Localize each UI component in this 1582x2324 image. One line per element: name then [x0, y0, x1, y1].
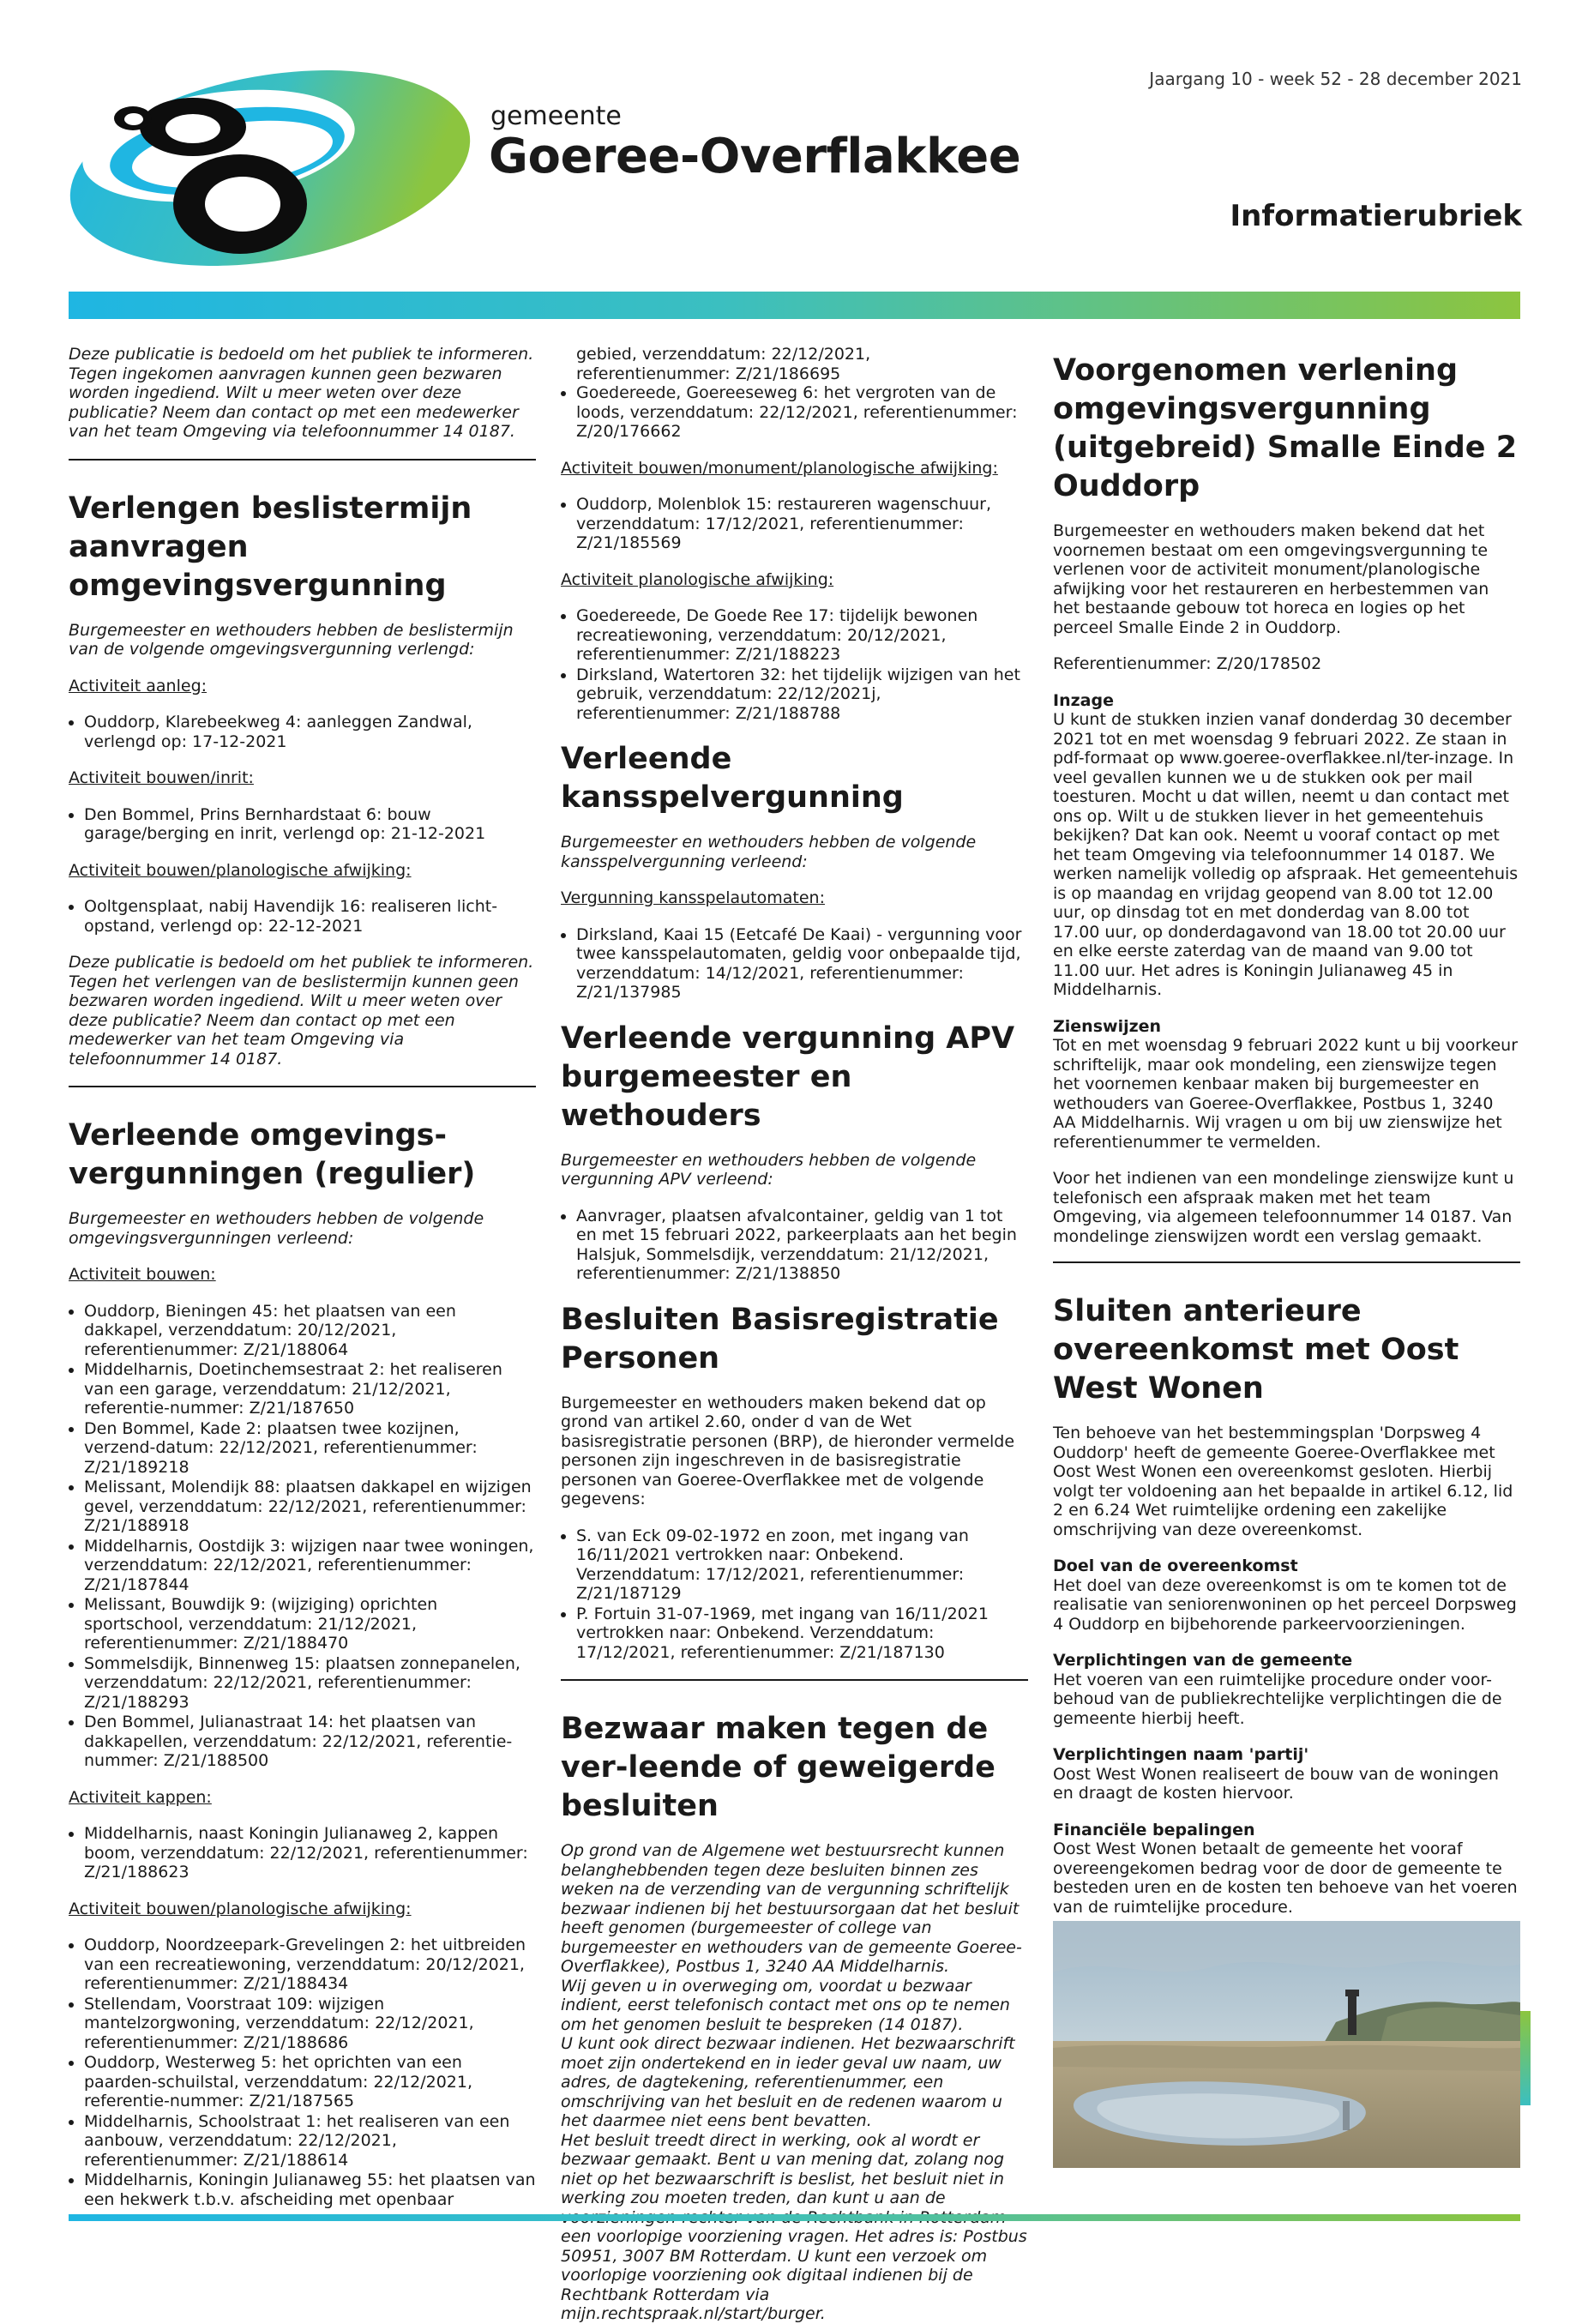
divider	[69, 459, 536, 461]
list-item: • Den Bommel, Prins Bernhardstaat 6: bouw garage/berging en inrit, verlengd op: 21-12-2021	[84, 805, 536, 844]
activity-list	[561, 345, 1028, 383]
activity-list	[69, 805, 536, 844]
list-item: • Goedereede, Goereeseweg 6: het vergroten van de loods, verzenddatum: 22/12/2021, referentienummer: Z/20/176662	[576, 383, 1028, 442]
side-accent-bar	[1520, 2011, 1531, 2105]
section-title: Bezwaar maken tegen de ver-leende of geweigerde besluiten	[561, 1712, 996, 1823]
body-text: Het besluit treedt direct in werking, ook al wordt er bezwaar gemaakt. Bent u van mening dat, zolang nog niet op het bezwaarschrift is beslist, het besluit niet in werking zou moeten treden, dan kunt u aan de een voorlopige voorziening vragen. Het adres is: Postbus 50951, 3007 BM Rotterdam. U kunt een verzoek om voorlopige voorziening ook digitaal indienen bij de Rechtbank Rotterdam via mijn.rechtspraak.nl/start/burger.	[561, 2130, 1027, 2323]
subheading: Doel van de overeenkomst	[1053, 1556, 1298, 1575]
section-outro: Deze publicatie is bedoeld om het publiek te informeren. Tegen het verlengen van de beslistermijn kunnen geen bezwaren worden ingediend. Wilt u meer weten over deze publicatie? Neem dan contact op met een medewerker van het team Omgeving via telefoonnummer 14 0187.	[69, 953, 534, 1069]
list-item: • Middelharnis, Oostdijk 3: wijzigen naar twee woningen, verzenddatum: 22/12/2021, referentienummer: Z/21/187844	[84, 1537, 536, 1595]
list-item: • Melissant, Bouwdijk 9: (wijziging) oprichten sportschool, verzenddatum: 21/12/2021, referentienummer: Z/21/188470	[84, 1595, 536, 1653]
activity-heading: Activiteit bouwen/planologische afwijking:	[69, 860, 412, 880]
section-title: Sluiten anterieure overeenkomst met Oost West Wonen	[1053, 1294, 1459, 1406]
body-text: Tot en met woensdag 9 februari 2022 kunt u bij voorkeur schriftelijk, maar ook mondeling, een zienswijze tegen het voornemen kenbaar maken bij burgemeester en wethouders van Goeree-Overflakkee, Postbus 1, 3240 AA Middelharnis. Wij vragen u om bij uw zienswijze het referentienummer te vermelden.	[1053, 1036, 1519, 1152]
subheading: Financiële bepalingen	[1053, 1820, 1255, 1839]
list-item: • Den Bommel, Kade 2: plaatsen twee kozijnen, verzend-datum: 22/12/2021, referentienummer: Z/21/189218	[84, 1419, 536, 1478]
body-text: Burgemeester en wethouders maken bekend dat het voornemen bestaat om een omgevingsvergunning te verlenen voor de activiteit monument/planologische afwijking voor het restaureren en herbestemmen van het bestaande gebouw tot horeca en logies op het perceel Smalle Einde 2 in Ouddorp.	[1053, 521, 1489, 637]
body-text: Oost West Wonen realiseert de bouw van de woningen en draagt de kosten hiervoor.	[1053, 1764, 1499, 1803]
activity-list	[69, 1824, 536, 1882]
section-title: Verleende omgevings-vergunningen (regulier)	[69, 1118, 476, 1191]
gemeente-logo	[64, 67, 476, 273]
section-intro: Burgemeester en wethouders hebben de volgende kansspelvergunning verleend:	[561, 833, 977, 871]
list-item: • P. Fortuin 31-07-1969, met ingang van 16/11/2021 vertrokken naar: Onbekend. Verzenddatum: 17/12/2021, referentienummer: Z/21/187130	[576, 1605, 1028, 1663]
section-intro: Burgemeester en wethouders maken bekend dat op grond van artikel 2.60, onder d van de Wet basisregistratie personen (BRP), de hieronder vermelde personen zijn ingeschreven in de basisregistratie personen van Goeree-Overflakkee met de volgende gegevens:	[561, 1393, 1015, 1508]
body-text: Het voeren van een ruimtelijke procedure onder voor-behoud van de publiekrechtelijke verplichtingen die de gemeente hierbij heeft.	[1053, 1670, 1502, 1728]
list-item: • Middelharnis, naast Koningin Julianaweg 2, kappen boom, verzenddatum: 22/12/2021, referentienummer: Z/21/188623	[84, 1824, 536, 1882]
intro-text: Deze publicatie is bedoeld om het publiek te informeren. Tegen ingekomen aanvragen kunnen geen bezwaren worden ingediend. Wilt u meer weten over deze publicatie? Neem dan contact op met een medewerker van het team Omgeving via telefoonnummer 14 0187.	[69, 345, 534, 441]
list-item: • Ouddorp, Klarebeekweg 4: aanleggen Zandwal, verlengd op: 17-12-2021	[84, 713, 536, 751]
activity-heading: Activiteit aanleg:	[69, 676, 208, 695]
subheading: Verplichtingen naam 'partij'	[1053, 1745, 1309, 1764]
subheading: Zienswijzen	[1053, 1016, 1162, 1036]
list-item: • Sommelsdijk, Binnenweg 15: plaatsen zonnepanelen, verzenddatum: 22/12/2021, referentienummer: Z/21/188293	[84, 1654, 536, 1713]
subheading: Verplichtingen van de gemeente	[1053, 1651, 1353, 1670]
column-2	[561, 345, 1028, 2324]
list-item: • Dirksland, Kaai 15 (Eetcafé De Kaai) - vergunning voor twee kansspelautomaten, geldig voor onbepaalde tijd, verzenddatum: 14/12/2021, referentienummer: Z/21/137985	[576, 925, 1028, 1002]
list-item: • S. van Eck 09-02-1972 en zoon, met ingang van 16/11/2021 vertrokken naar: Onbekend. Verzenddatum: 17/12/2021, referentienummer: Z/21/187129	[576, 1526, 1028, 1604]
brand-small: gemeente	[490, 101, 622, 131]
list-item: • Melissant, Molendijk 88: plaatsen dakkapel en wijzigen gevel, verzenddatum: 22/12/2021, referentienummer: Z/21/188918	[84, 1478, 536, 1536]
body-text: Voor het indienen van een mondelinge zienswijze kunt u telefonisch een afspraak maken met het team Omgeving, via algemeen telefoonnummer 14 0187. Van mondelinge zienswijzen wordt een verslag gemaakt.	[1053, 1169, 1514, 1246]
list-item: • Ouddorp, Bieningen 45: het plaatsen van een dakkapel, verzenddatum: 20/12/2021, referentienummer: Z/21/188064	[84, 1302, 536, 1360]
body-text: Wij geven u in overweging om, voordat u bezwaar indient, eerst telefonisch contact met ons op te nemen om het genomen besluit te bespreken (14 0187).	[561, 1976, 1010, 2034]
activity-heading: Activiteit bouwen/monument/planologische afwijking:	[561, 458, 998, 478]
activity-list	[561, 1526, 1028, 1663]
activity-list	[561, 495, 1028, 553]
activity-heading: Activiteit bouwen:	[69, 1265, 216, 1284]
activity-heading: Activiteit bouwen/planologische afwijking:	[69, 1899, 412, 1918]
list-item: • Ouddorp, Westerweg 5: het oprichten van een paarden-schuilstal, verzenddatum: 22/12/2021, referentie-nummer: Z/21/187565	[84, 2053, 536, 2111]
body-text: Op grond van de Algemene wet bestuursrecht kunnen belanghebbenden tegen deze besluiten binnen zes weken na de verzending van de vergunning schriftelijk bezwaar indienen bij het bestuursorgaan dat het besluit heeft genomen (burgemeester of college van burgemeester en wethouders van de gemeente Goeree-Overflakkee), Postbus 1, 3240 AA Middelharnis.	[561, 1841, 1022, 1976]
column-3	[1053, 345, 1520, 1934]
list-item: • Middelharnis, Doetinchemsestraat 2: het realiseren van een garage, verzenddatum: 21/12/2021, referentie-nummer: Z/21/187650	[84, 1360, 536, 1418]
divider	[561, 1679, 1028, 1681]
reference-number: Referentienummer: Z/20/178502	[1053, 654, 1322, 673]
section-title: Voorgenomen verlening omgevingsvergunning (uitgebreid) Smalle Einde 2 Ouddorp	[1053, 353, 1518, 503]
column-1	[69, 345, 536, 2226]
activity-list	[561, 606, 1028, 723]
list-item: • Middelharnis, Koningin Julianaweg 55: het plaatsen van een hekwerk t.b.v. afscheiding met openbaar	[84, 2170, 536, 2209]
list-item: • Ouddorp, Molenblok 15: restaureren wagenschuur, verzenddatum: 17/12/2021, referentienummer: Z/21/185569	[576, 495, 1028, 553]
body-text: Ten behoeve van het bestemmingsplan 'Dorpsweg 4 Ouddorp' heeft de gemeente Goeree-Overflakkee met Oost West Wonen een overeenkomst gesloten. Hierbij volgt ter voldoening aan het bepaalde in artikel 6.12, lid 2 en 6.24 Wet ruimtelijke ordening een zakelijke omschrijving van deze overeenkomst.	[1053, 1424, 1513, 1539]
section-title: Verleende kansspelvergunning	[561, 742, 904, 815]
section-title: Verlengen beslistermijn aanvragen omgevingsvergunning	[69, 491, 472, 603]
activity-heading: Vergunning kansspelautomaten:	[561, 888, 825, 907]
list-item: • Ooltgensplaat, nabij Havendijk 16: realiseren licht-opstand, verlengd op: 22-12-2021	[84, 897, 536, 936]
section-label: Informatierubriek	[1230, 199, 1522, 233]
activity-list	[69, 713, 536, 751]
bottom-gradient-bar	[69, 2214, 1520, 2221]
activity-list	[69, 897, 536, 936]
divider	[1053, 1261, 1520, 1263]
activity-list	[561, 925, 1028, 1002]
section-intro: Burgemeester en wethouders hebben de beslistermijn van de volgende omgevingsvergunning verlengd:	[69, 620, 514, 659]
activity-list	[561, 383, 1028, 442]
brand-title: Goeree-Overflakkee	[489, 129, 1021, 184]
body-text: U kunt ook direct bezwaar indienen. Het bezwaarschrift moet zijn ondertekend en in ieder geval uw naam, uw adres, de dagtekening, referentienummer, een omschrijving van het besluit en de redenen waarom u het daarmee niet eens bent bevatten.	[561, 2034, 1015, 2130]
beach-lighthouse-photo	[1053, 1921, 1520, 2168]
list-item: • Den Bommel, Julianastraat 14: het plaatsen van dakkapellen, verzenddatum: 22/12/2021, referentie-nummer: Z/21/188500	[84, 1713, 536, 1771]
activity-list	[561, 1207, 1028, 1284]
list-item: • Ouddorp, Noordzeepark-Grevelingen 2: het uitbreiden van een recreatiewoning, verzenddatum: 20/12/2021, referentienummer: Z/21/188434	[84, 1936, 536, 1994]
list-item: gebied, verzenddatum: 22/12/2021, referentienummer: Z/21/186695	[576, 345, 871, 383]
body-text: Oost West Wonen betaalt de gemeente het vooraf overeengekomen bedrag voor de door de gemeente te besteden uren en de kosten ten behoeve van het voeren van de ruimtelijke procedure.	[1053, 1839, 1518, 1917]
section-intro: Burgemeester en wethouders hebben de volgende omgevingsvergunningen verleend:	[69, 1209, 484, 1248]
list-item: • Aanvrager, plaatsen afvalcontainer, geldig van 1 tot en met 15 februari 2022, parkeerplaats aan het begin Halsjuk, Sommelsdijk, verzenddatum: 21/12/2021, referentienummer: Z/21/138850	[576, 1207, 1028, 1284]
list-item: • Stellendam, Voorstraat 109: wijzigen mantelzorgwoning, verzenddatum: 22/12/2021, referentienummer: Z/21/188686	[84, 1995, 536, 2053]
section-intro: Burgemeester en wethouders hebben de volgende vergunning APV verleend:	[561, 1150, 977, 1189]
activity-heading: Activiteit kappen:	[69, 1787, 212, 1807]
top-gradient-bar	[69, 292, 1520, 319]
activity-heading: Activiteit planologische afwijking:	[561, 569, 834, 589]
list-item: • Goedereede, De Goede Ree 17: tijdelijk bewonen recreatiewoning, verzenddatum: 20/12/2021, referentienummer: Z/21/188223	[576, 606, 1028, 665]
body-text: U kunt de stukken inzien vanaf donderdag 30 december 2021 tot en met woensdag 9 februari 2022. Ze staan in pdf-formaat op www.goeree-overflakkee.nl/ter-inzage. In veel gevallen kunnen we u de stukken ook per mail toesturen. Mocht u dat willen, neemt u dan contact met ons op. Wilt u de stukken liever in het gemeentehuis bekijken? Dat kan ook. Neemt u vooraf contact op met het team Omgeving via telefoonnummer 14 0187. We werken namelijk volledig op afspraak. Het gemeentehuis is op maandag en vrijdag geopend van 8.00 tot 12.00 uur, op dinsdag tot en met donderdag van 8.00 tot 17.00 uur, op donderdagavond van 18.00 tot 20.00 uur en elke eerste zaterdag van de maand van 9.00 tot 11.00 uur. Het adres is Koningin Julianaweg 45 in Middelharnis.	[1053, 710, 1519, 999]
section-title: Verleende vergunning APV burgemeester en wethouders	[561, 1021, 1015, 1133]
list-item: • Dirksland, Watertoren 32: het tijdelijk wijzigen van het gebruik, verzenddatum: 22/12/2021j, referentienummer: Z/21/188788	[576, 665, 1028, 724]
list-item: • Middelharnis, Schoolstraat 1: het realiseren van een aanbouw, verzenddatum: 22/12/2021, referentienummer: Z/21/188614	[84, 2112, 536, 2170]
subheading: Inzage	[1053, 690, 1114, 710]
activity-list	[69, 1302, 536, 1771]
activity-heading: Activiteit bouwen/inrit:	[69, 768, 254, 787]
issue-line: Jaargang 10 - week 52 - 28 december 2021	[1149, 69, 1522, 89]
section-title: Besluiten Basisregistratie Personen	[561, 1302, 999, 1376]
activity-list	[69, 1936, 536, 2209]
divider	[69, 1086, 536, 1087]
body-text: Het doel van deze overeenkomst is om te komen tot de realisatie van seniorenwoninen op het perceel Dorpsweg 4 Ouddorp en bijbehorende parkeervoorzieningen.	[1053, 1575, 1517, 1634]
